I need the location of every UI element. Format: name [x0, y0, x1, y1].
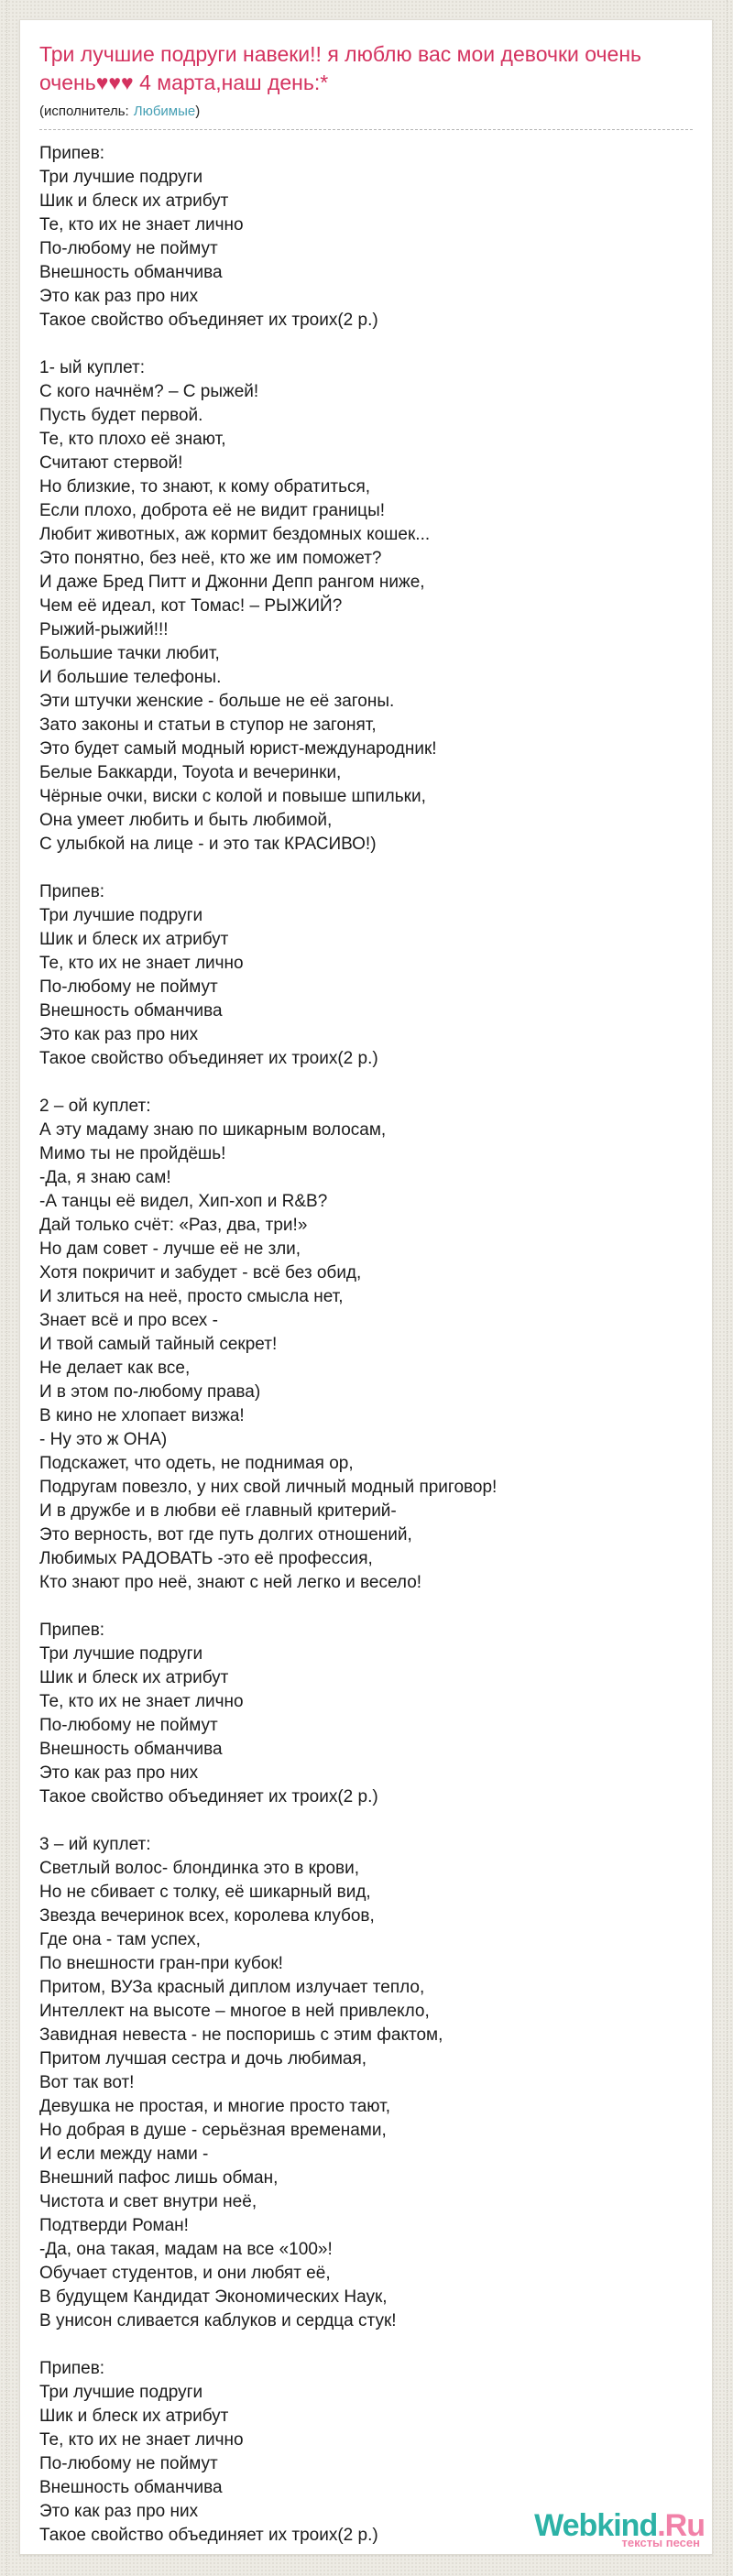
lyric-line: Три лучшие подруги [39, 168, 203, 187]
texture-line-left [6, 0, 7, 2576]
lyric-line: Подскажет, что одеть, не поднимая ор, [39, 1454, 354, 1473]
lyric-line: Это как раз про них [39, 1763, 199, 1783]
lyric-line: Это будет самый модный юрист-международник! [39, 739, 437, 759]
lyric-line: Мимо ты не пройдёшь! [39, 1144, 226, 1163]
lyric-line: И твой самый тайный секрет! [39, 1335, 278, 1354]
lyric-line: По внешности гран-при кубок! [39, 1954, 283, 1973]
lyric-line: И если между нами - [39, 2145, 209, 2164]
lyrics-text [39, 142, 693, 2548]
lyric-line: Пусть будет первой. [39, 406, 203, 425]
lyric-line: Девушка не простая, и многие просто тают, [39, 2097, 391, 2116]
lyric-line: Внешний пафос лишь обман, [39, 2168, 279, 2188]
lyric-line: По-любому не поймут [39, 2454, 218, 2473]
lyric-line: Это понятно, без неё, кто же им поможет? [39, 549, 382, 568]
lyric-line: Но близкие, то знают, к кому обратиться, [39, 477, 371, 497]
lyric-line: В унисон сливается каблуков и сердца стук! [39, 2311, 397, 2330]
lyric-line: -А танцы её видел, Хип-хоп и R&B? [39, 1192, 328, 1211]
lyric-line: И даже Бред Питт и Джонни Депп рангом ниже, [39, 573, 425, 592]
lyric-line: Припев: [39, 882, 105, 901]
lyric-line: Те, кто плохо её знают, [39, 430, 226, 449]
lyric-line: Любит животных, аж кормит бездомных кошек... [39, 525, 431, 544]
lyric-line: Считают стервой! [39, 453, 183, 473]
lyric-line: Белые Баккарди, Toyota и вечеринки, [39, 763, 342, 782]
logo-webkind-text: Webkind [534, 2508, 658, 2543]
lyric-line: Знает всё и про всех - [39, 1311, 218, 1330]
lyric-line: Если плохо, доброта её не видит границы! [39, 501, 386, 520]
lyric-line: 3 – ий куплет: [39, 1835, 151, 1854]
lyric-line: Подругам повезло, у них свой личный модный приговор! [39, 1478, 498, 1497]
lyric-line: Чёрные очки, виски с колой и повыше шпильки, [39, 787, 426, 806]
lyric-line: Внешность обманчива [39, 1001, 223, 1021]
lyric-line: Подтверди Роман! [39, 2216, 189, 2235]
lyric-line: Три лучшие подруги [39, 906, 203, 925]
lyric-line: Рыжий-рыжий!!! [39, 620, 169, 639]
lyric-line: Большие тачки любит, [39, 644, 220, 663]
stanza [39, 1833, 693, 2333]
lyric-line: И злиться на неё, просто смысла нет, [39, 1287, 344, 1306]
lyric-line: Такое свойство объединяет их троих(2 р.) [39, 2526, 378, 2545]
lyric-line: По-любому не поймут [39, 1716, 218, 1735]
lyric-line: Вот так вот! [39, 2073, 135, 2092]
lyric-line: Те, кто их не знает лично [39, 2430, 244, 2450]
lyric-line: Такое свойство объединяет их троих(2 р.) [39, 1787, 378, 1806]
lyric-line: Эти штучки женские - больше не её загоны. [39, 692, 395, 711]
lyric-line: Внешность обманчива [39, 1740, 223, 1759]
lyric-line: Кто знают про неё, знают с ней легко и весело! [39, 1573, 422, 1592]
lyric-line: В кино не хлопает визжа! [39, 1406, 245, 1425]
lyric-line: Завидная невеста - не поспоришь с этим фактом, [39, 2025, 443, 2045]
lyric-line: Шик и блеск их атрибут [39, 2407, 229, 2426]
lyric-line: Внешность обманчива [39, 2478, 223, 2497]
lyric-line: Шик и блеск их атрибут [39, 191, 229, 211]
lyric-line: Но не сбивает с толку, её шикарный вид, [39, 1883, 371, 1902]
lyric-line: И большие телефоны. [39, 668, 222, 687]
stanza [39, 356, 693, 857]
lyric-line: Не делает как все, [39, 1359, 191, 1378]
lyric-line: И в этом по-любому права) [39, 1382, 261, 1402]
lyric-line: - Ну это ж ОНА) [39, 1430, 168, 1449]
artist-label: (исполнитель: [39, 104, 129, 119]
lyric-line: И в дружбе и в любви её главный критерий- [39, 1501, 397, 1521]
lyric-line: С кого начнём? – С рыжей! [39, 382, 259, 401]
lyric-line: Это как раз про них [39, 1025, 199, 1044]
lyric-line: Припев: [39, 2359, 105, 2378]
artist-link[interactable]: Любимые [133, 104, 196, 119]
lyric-line: Но добрая в душе - серьёзная временами, [39, 2121, 387, 2140]
logo-tagline: тексты песен [621, 2536, 700, 2549]
lyric-line: -Да, я знаю сам! [39, 1168, 171, 1187]
stanza [39, 1095, 693, 1595]
lyric-line: А эту мадаму знаю по шикарным волосам, [39, 1120, 387, 1140]
lyric-line: Три лучшие подруги [39, 1644, 203, 1664]
lyric-line: Притом, ВУЗа красный диплом излучает тепло, [39, 1978, 425, 1997]
lyric-line: Те, кто их не знает лично [39, 215, 244, 235]
lyric-line: Припев: [39, 1621, 105, 1640]
lyric-line: Те, кто их не знает лично [39, 954, 244, 973]
lyric-line: Три лучшие подруги [39, 2383, 203, 2402]
lyric-line: Такое свойство объединяет их троих(2 р.) [39, 1049, 378, 1068]
lyric-line: 2 – ой куплет: [39, 1097, 151, 1116]
lyric-line: Это как раз про них [39, 287, 199, 306]
stanza [39, 880, 693, 1071]
lyrics-card [19, 19, 713, 2555]
stanza [39, 142, 693, 333]
lyric-line: Она умеет любить и быть любимой, [39, 811, 333, 830]
lyric-line: Такое свойство объединяет их троих(2 р.) [39, 311, 378, 330]
lyric-line: Припев: [39, 144, 105, 163]
lyric-line: Интеллект на высоте – многое в ней привлекло, [39, 2002, 430, 2021]
lyric-line: Это как раз про них [39, 2502, 199, 2521]
texture-line-right [727, 0, 728, 2576]
lyric-line: Чистота и свет внутри неё, [39, 2192, 257, 2211]
lyric-line: Хотя покричит и забудет - всё без обид, [39, 1263, 362, 1283]
logo-ru-text: .Ru [657, 2508, 705, 2543]
lyric-line: -Да, она такая, мадам на все «100»! [39, 2240, 333, 2259]
lyric-line: Внешность обманчива [39, 263, 223, 282]
lyric-line: Но дам совет - лучше её не зли, [39, 1239, 301, 1259]
lyric-line: Любимых РАДОВАТЬ -это её профессия, [39, 1549, 373, 1568]
stanza [39, 1619, 693, 1809]
lyric-line: Зато законы и статьи в ступор не загонят, [39, 715, 377, 735]
lyric-line: По-любому не поймут [39, 977, 218, 997]
lyric-line: Это верность, вот где путь долгих отношений, [39, 1525, 412, 1545]
lyric-line: Светлый волос- блондинка это в крови, [39, 1859, 360, 1878]
lyric-line: С улыбкой на лице - и это так КРАСИВО!) [39, 835, 377, 854]
lyric-line: Чем её идеал, кот Томас! – РЫЖИЙ? [39, 596, 343, 616]
artist-label-suffix: ) [195, 104, 201, 119]
lyric-line: По-любому не поймут [39, 239, 218, 258]
lyric-line: Притом лучшая сестра и дочь любимая, [39, 2049, 367, 2068]
lyric-line: В будущем Кандидат Экономических Наук, [39, 2287, 388, 2307]
lyric-line: Где она - там успех, [39, 1930, 201, 1949]
lyric-line: 1- ый куплет: [39, 358, 146, 377]
lyric-line: Обучает студентов, и они любят её, [39, 2264, 331, 2283]
lyric-line: Те, кто их не знает лично [39, 1692, 244, 1711]
lyric-line: Шик и блеск их атрибут [39, 930, 229, 949]
artist-line [39, 104, 693, 130]
lyric-line: Шик и блеск их атрибут [39, 1668, 229, 1687]
lyric-line: Звезда вечеринок всех, королева клубов, [39, 1906, 375, 1926]
song-title: Три лучшие подруги навеки!! я люблю вас мои девочки очень очень♥♥♥ 4 марта,наш день:* [39, 42, 642, 94]
lyric-line: Дай только счёт: «Раз, два, три!» [39, 1216, 308, 1235]
site-logo[interactable] [534, 2508, 705, 2549]
